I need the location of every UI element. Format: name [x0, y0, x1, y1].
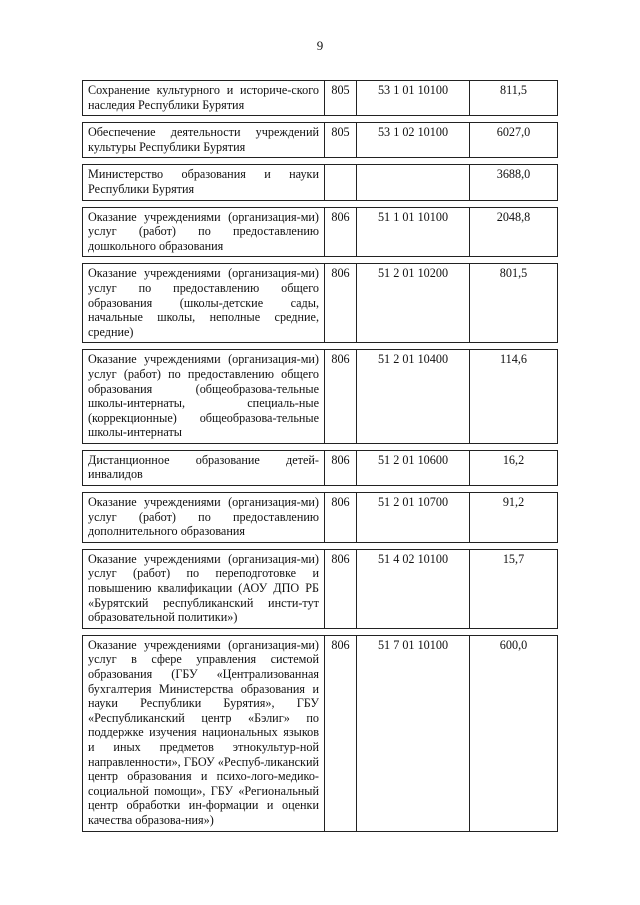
row-amount: 114,6: [469, 349, 558, 444]
table-row: [82, 492, 558, 543]
row-target-code: 53 1 01 10100: [356, 80, 469, 116]
row-org-code: 806: [324, 549, 356, 629]
row-name: Обеспечение деятельности учреждений культуры Республики Бурятия: [82, 122, 324, 158]
row-org-code: 806: [324, 450, 356, 486]
table-row: [82, 80, 558, 116]
row-amount: 600,0: [469, 635, 558, 832]
row-name: Оказание учреждениями (организация-ми) услуг (работ) по предоставлению дошкольного образования: [82, 207, 324, 258]
row-org-code: 806: [324, 207, 356, 258]
table-row: [82, 450, 558, 486]
row-target-code: 51 4 02 10100: [356, 549, 469, 629]
row-name: Сохранение культурного и историче-ского наследия Республики Бурятия: [82, 80, 324, 116]
row-org-code: 806: [324, 635, 356, 832]
row-amount: 3688,0: [469, 164, 558, 200]
table-row: [82, 263, 558, 343]
row-name: Оказание учреждениями (организация-ми) услуг (работ) по переподготовке и повышению квалификации (АОУ ДПО РБ «Бурятский республиканский инсти-тут образовательной политики»): [82, 549, 324, 629]
row-org-code: 806: [324, 263, 356, 343]
table-row: [82, 207, 558, 258]
row-amount: 811,5: [469, 80, 558, 116]
row-name: Министерство образования и науки Республики Бурятия: [82, 164, 324, 200]
row-amount: 801,5: [469, 263, 558, 343]
table-row: [82, 635, 558, 832]
row-target-code: 51 2 01 10600: [356, 450, 469, 486]
row-target-code: 51 2 01 10200: [356, 263, 469, 343]
row-target-code: 51 2 01 10400: [356, 349, 469, 444]
row-amount: 6027,0: [469, 122, 558, 158]
row-target-code: 51 1 01 10100: [356, 207, 469, 258]
row-org-code: 806: [324, 492, 356, 543]
row-name: Оказание учреждениями (организация-ми) услуг (работ) по предоставлению дополнительного образования: [82, 492, 324, 543]
row-target-code: 53 1 02 10100: [356, 122, 469, 158]
row-name: Оказание учреждениями (организация-ми) услуг в сфере управления системой образования (ГБУ «Централизованная бухгалтерия Министерства образования и науки Республики Бурятия», ГБУ «Республиканский центр «Бэлиг» по поддержке изучения национальных языков и иных предметов этнокультур-ной направленности», ГБОУ «Респуб-ликанский центр образования и психо-лого-медико-социальной помощи», ГБУ «Региональный центр обработки ин-формации и оценки качества образова-ния»): [82, 635, 324, 832]
row-name: Оказание учреждениями (организация-ми) услуг (работ) по предоставлению общего образования (общеобразова-тельные школы-интернаты, специаль-ные (коррекционные) общеобразова-тельные школы-интернаты: [82, 349, 324, 444]
row-name: Оказание учреждениями (организация-ми) услуг по предоставлению общего образования (школы-детские сады, начальные школы, неполные средние, средние): [82, 263, 324, 343]
page-number: 9: [316, 38, 324, 53]
table-row: [82, 164, 558, 200]
row-name: Дистанционное образование детей-инвалидов: [82, 450, 324, 486]
row-org-code: 806: [324, 349, 356, 444]
row-amount: 91,2: [469, 492, 558, 543]
row-amount: 2048,8: [469, 207, 558, 258]
table-row: [82, 549, 558, 629]
row-org-code: 805: [324, 122, 356, 158]
budget-table: [82, 74, 558, 838]
table-row: [82, 349, 558, 444]
row-target-code: 51 2 01 10700: [356, 492, 469, 543]
table-row: [82, 122, 558, 158]
row-org-code: [324, 164, 356, 200]
row-target-code: [356, 164, 469, 200]
row-amount: 15,7: [469, 549, 558, 629]
row-org-code: 805: [324, 80, 356, 116]
row-amount: 16,2: [469, 450, 558, 486]
row-target-code: 51 7 01 10100: [356, 635, 469, 832]
